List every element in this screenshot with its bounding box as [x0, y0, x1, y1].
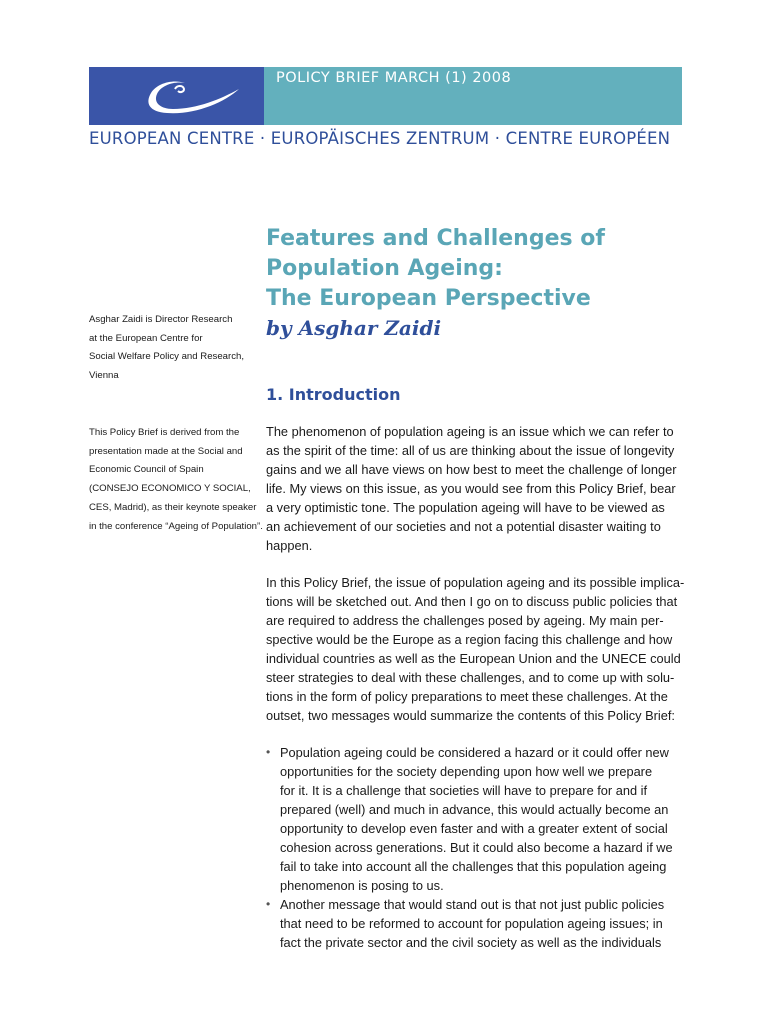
note-line: (CONSEJO ECONOMICO Y SOCIAL,	[89, 483, 251, 495]
policy-brief-label: POLICY BRIEF MARCH (1) 2008	[276, 70, 512, 86]
bullet-line: Population ageing could be considered a hazard or it could offer new	[280, 745, 669, 760]
title-line: Population Ageing:	[266, 256, 503, 281]
derivation-note	[89, 424, 263, 536]
bullet-line: opportunities for the society depending upon how well we prepare	[280, 764, 653, 779]
note-line: presentation made at the Social and	[89, 445, 243, 457]
header-title-band	[264, 67, 682, 125]
header-band	[89, 67, 682, 125]
bullet-line: cohesion across generations. But it could also become a hazard if we	[280, 840, 673, 855]
bullet-line: fact the private sector and the civil society as well as the individuals	[280, 935, 662, 950]
note-line: Vienna	[89, 370, 119, 382]
note-line: in the conference “Ageing of Population”.	[89, 520, 263, 532]
bullet-line: phenomenon is posing to us.	[280, 878, 444, 893]
bullet-line: prepared (well) and much in advance, this would actually become an	[280, 802, 669, 817]
bullet-line: opportunity to develop even faster and with a greater extent of social	[280, 821, 668, 836]
title-line: Features and Challenges of	[266, 226, 605, 251]
paragraph-line: gains and we all have views on how best to meet the challenge of longer	[266, 462, 677, 477]
paragraph-line: spective would be the Europe as a region facing this challenge and how	[266, 632, 673, 647]
bullet-line: fail to take into account all the challenges that this population ageing	[280, 859, 667, 874]
bullet-line: Another message that would stand out is that not just public policies	[280, 897, 665, 912]
paragraph-line: tions in the form of policy preparations to meet these challenges. At the	[266, 689, 668, 704]
bullet-item	[266, 895, 686, 952]
organization-name: EUROPEAN CENTRE · EUROPÄISCHES ZENTRUM · CENTRE EUROPÉEN	[89, 129, 671, 148]
paragraph-line: steer strategies to deal with these challenges, and to come up with solu-	[266, 670, 675, 685]
note-line: Asghar Zaidi is Director Research	[89, 314, 233, 325]
bullet-dot-icon: •	[266, 897, 271, 911]
author-byline: by Asghar Zaidi	[266, 316, 442, 340]
bullet-line: for it. It is a challenge that societies will have to prepare for and if	[280, 783, 648, 798]
paragraph-line: as the spirit of the time: all of us are thinking about the issue of longevity	[266, 443, 675, 458]
paragraph-line: The phenomenon of population ageing is an issue which we can refer to	[266, 424, 674, 439]
paragraph-line: individual countries as well as the European Union and the UNECE could	[266, 651, 681, 666]
bullet-line: that need to be reformed to account for population ageing issues; in	[280, 916, 663, 931]
section-heading: 1. Introduction	[266, 385, 401, 404]
note-line: Social Welfare Policy and Research,	[89, 351, 244, 363]
paragraph-line: happen.	[266, 538, 313, 553]
note-line: CES, Madrid), as their keynote speaker	[89, 501, 257, 513]
paragraph	[266, 573, 686, 725]
author-bio-note	[89, 311, 259, 386]
document-title	[266, 224, 726, 314]
note-line: at the European Centre for	[89, 332, 203, 344]
paragraph-line: a very optimistic tone. The population ageing will have to be viewed as	[266, 500, 665, 515]
paragraph-line: are required to address the challenges posed by ageing. My main per-	[266, 613, 664, 628]
council-of-europe-logo	[89, 67, 264, 125]
note-line: Economic Council of Spain	[89, 464, 204, 476]
paragraph-line: an achievement of our societies and not a potential disaster waiting to	[266, 519, 661, 534]
title-line: The European Perspective	[266, 286, 591, 311]
paragraph-line: In this Policy Brief, the issue of population ageing and its possible implica-	[266, 575, 685, 590]
bullet-dot-icon: •	[266, 745, 271, 759]
bullet-list	[266, 743, 686, 952]
paragraph-line: tions will be sketched out. And then I go on to discuss public policies that	[266, 594, 678, 609]
paragraph-line: outset, two messages would summarize the contents of this Policy Brief:	[266, 708, 675, 723]
paragraph-line: life. My views on this issue, as you would see from this Policy Brief, bear	[266, 481, 676, 496]
paragraph	[266, 422, 686, 555]
note-line: This Policy Brief is derived from the	[89, 427, 240, 438]
bullet-item	[266, 743, 686, 895]
